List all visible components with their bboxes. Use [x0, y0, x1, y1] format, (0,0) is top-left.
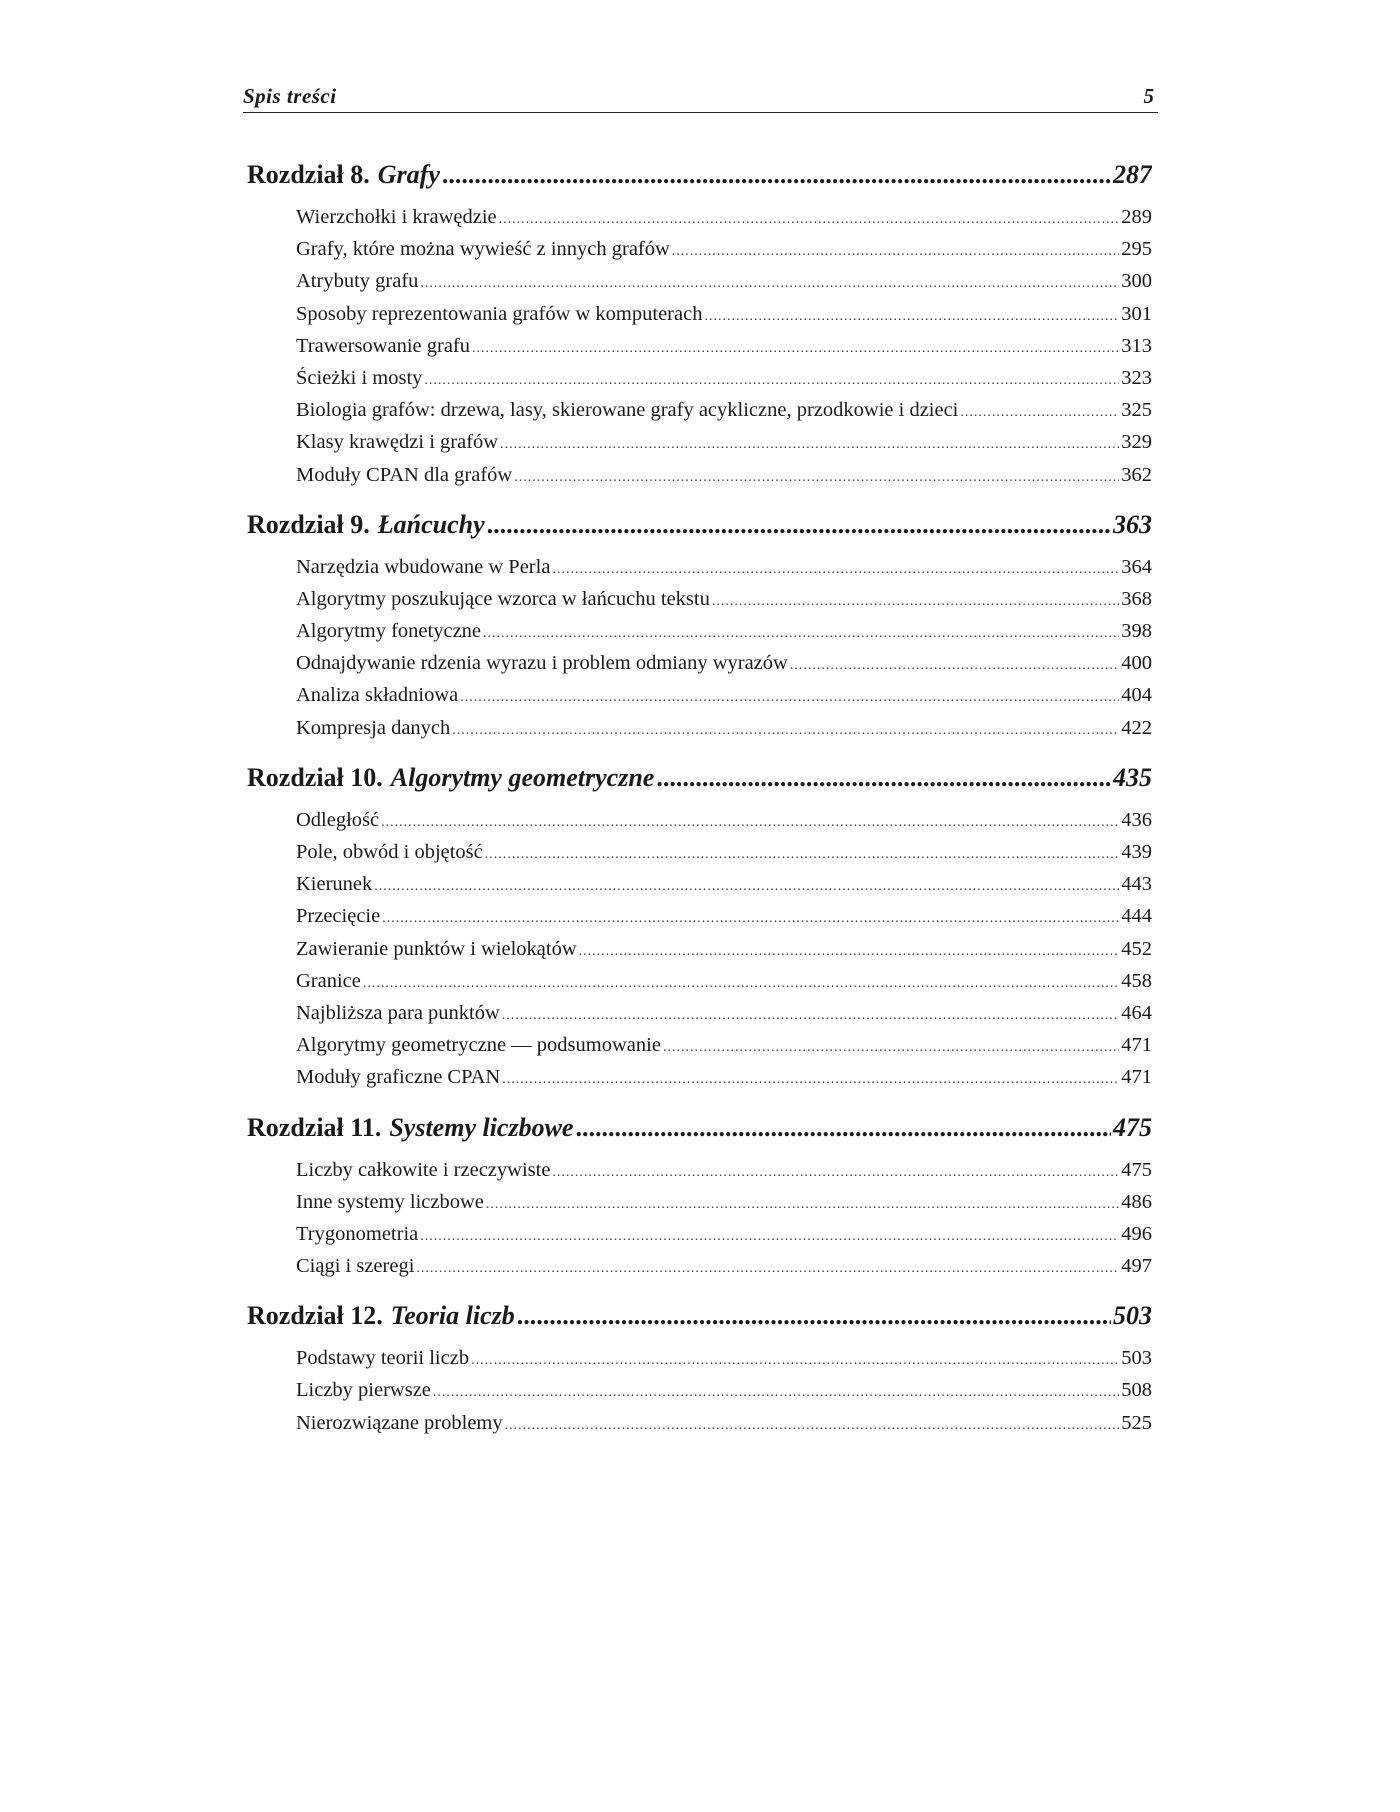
section-entry[interactable] — [296, 1002, 1152, 1034]
section-entry[interactable] — [296, 206, 1152, 238]
section-list — [247, 809, 1152, 1099]
dot-leader — [433, 1385, 1119, 1401]
section-entry[interactable] — [296, 1379, 1152, 1411]
section-title: Przecięcie — [296, 905, 381, 928]
table-of-contents — [247, 160, 1152, 1458]
section-entry[interactable] — [296, 684, 1152, 716]
dot-leader — [790, 658, 1119, 674]
section-entry[interactable] — [296, 938, 1152, 970]
chapter-heading[interactable] — [247, 160, 1152, 206]
section-entry[interactable] — [296, 270, 1152, 302]
section-page-number: 325 — [1121, 399, 1152, 422]
section-page-number: 323 — [1121, 366, 1152, 389]
section-entry[interactable] — [296, 1255, 1152, 1287]
chapter-page-number: 503 — [1113, 1301, 1152, 1331]
section-title: Biologia grafów: drzewa, lasy, skierowane grafy acykliczne, przodkowie i dzieci — [296, 399, 959, 422]
section-title: Moduły graficzne CPAN — [296, 1066, 501, 1089]
dot-leader — [472, 341, 1119, 357]
section-page-number: 301 — [1121, 302, 1152, 325]
section-title: Wierzchołki i krawędzie — [296, 206, 497, 228]
dot-leader — [486, 1197, 1119, 1213]
dot-leader — [420, 1229, 1119, 1245]
section-page-number: 464 — [1121, 1001, 1152, 1024]
section-page-number: 452 — [1121, 937, 1152, 960]
section-entry[interactable] — [296, 1412, 1152, 1444]
section-page-number: 368 — [1121, 587, 1152, 610]
section-page-number: 475 — [1121, 1158, 1152, 1181]
chapter-label: Rozdział 12. — [247, 1301, 383, 1331]
section-list — [247, 1347, 1152, 1444]
chapter-heading[interactable] — [247, 1301, 1152, 1347]
section-title: Analiza składniowa — [296, 684, 459, 707]
dot-leader — [381, 815, 1119, 831]
dot-leader — [416, 1261, 1119, 1277]
dot-leader — [374, 879, 1119, 895]
dot-leader — [420, 276, 1119, 292]
section-list — [247, 1159, 1152, 1288]
section-title: Zawieranie punktów i wielokątów — [296, 937, 577, 960]
section-entry[interactable] — [296, 1223, 1152, 1255]
dot-leader — [663, 1040, 1119, 1056]
dot-leader — [505, 1418, 1120, 1434]
section-page-number: 496 — [1121, 1222, 1152, 1245]
section-title: Najbliższa para punktów — [296, 1001, 500, 1024]
section-entry[interactable] — [296, 556, 1152, 588]
dot-leader — [502, 1072, 1119, 1088]
section-title: Odnajdywanie rdzenia wyrazu i problem odmiany wyrazów — [296, 652, 788, 675]
section-entry[interactable] — [296, 970, 1152, 1002]
section-list — [247, 556, 1152, 749]
chapter-title: Teoria liczb — [390, 1301, 515, 1331]
dot-leader — [460, 690, 1119, 706]
dot-leader — [442, 160, 1111, 190]
dot-leader — [712, 594, 1119, 610]
section-list — [247, 206, 1152, 496]
section-entry[interactable] — [296, 620, 1152, 652]
chapter-heading[interactable] — [247, 1113, 1152, 1159]
section-title: Narzędzia wbudowane w Perla — [296, 555, 551, 578]
section-entry[interactable] — [296, 717, 1152, 749]
section-entry[interactable] — [296, 1347, 1152, 1379]
section-page-number: 508 — [1121, 1379, 1152, 1402]
section-title: Ścieżki i mosty — [296, 366, 423, 389]
section-entry[interactable] — [296, 905, 1152, 937]
section-title: Liczby całkowite i rzeczywiste — [296, 1158, 551, 1181]
chapter-title: Algorytmy geometryczne — [390, 762, 655, 792]
dot-leader — [485, 847, 1119, 863]
dot-leader — [656, 763, 1111, 793]
chapter-title: Łańcuchy — [377, 509, 485, 539]
section-title: Pole, obwód i objętość — [296, 841, 483, 863]
running-header — [243, 84, 1158, 113]
chapter-label: Rozdział 8. — [247, 160, 370, 189]
section-entry[interactable] — [296, 431, 1152, 463]
section-entry[interactable] — [296, 335, 1152, 367]
section-page-number: 300 — [1121, 270, 1152, 293]
chapter-title: Grafy — [377, 160, 440, 189]
section-page-number: 443 — [1121, 873, 1152, 896]
section-page-number: 404 — [1121, 684, 1152, 707]
dot-leader — [502, 1008, 1119, 1024]
chapter-page-number: 475 — [1113, 1112, 1152, 1142]
section-entry[interactable] — [296, 873, 1152, 905]
dot-leader — [499, 212, 1120, 228]
section-page-number: 439 — [1121, 841, 1152, 863]
dot-leader — [500, 437, 1119, 453]
chapter-label: Rozdział 9. — [247, 509, 370, 539]
section-title: Algorytmy geometryczne — podsumowanie — [296, 1034, 661, 1057]
section-entry[interactable] — [296, 399, 1152, 431]
section-entry[interactable] — [296, 303, 1152, 335]
section-page-number: 471 — [1121, 1066, 1152, 1089]
dot-leader — [517, 1301, 1111, 1331]
section-entry[interactable] — [296, 652, 1152, 684]
running-header-title: Spis treści — [243, 84, 337, 108]
section-title: Inne systemy liczbowe — [296, 1190, 484, 1213]
dot-leader — [363, 976, 1119, 992]
section-page-number: 444 — [1121, 905, 1152, 928]
section-title: Algorytmy poszukujące wzorca w łańcuchu tekstu — [296, 587, 710, 610]
section-title: Trygonometria — [296, 1222, 419, 1245]
chapter-page-number: 363 — [1113, 509, 1152, 539]
section-page-number: 486 — [1121, 1190, 1152, 1213]
section-entry[interactable] — [296, 1191, 1152, 1223]
dot-leader — [487, 510, 1111, 540]
dot-leader — [579, 944, 1120, 960]
section-page-number: 503 — [1121, 1347, 1152, 1370]
dot-leader — [672, 244, 1119, 260]
dot-leader — [575, 1113, 1111, 1143]
chapter-10 — [247, 763, 1152, 1099]
section-title: Sposoby reprezentowania grafów w komputerach — [296, 302, 703, 325]
section-entry[interactable] — [296, 367, 1152, 399]
section-entry[interactable] — [296, 238, 1152, 270]
chapter-11 — [247, 1113, 1152, 1288]
section-title: Grafy, które można wywieść z innych grafów — [296, 238, 670, 261]
chapter-page-number: 435 — [1113, 762, 1152, 792]
section-entry[interactable] — [296, 841, 1152, 873]
section-page-number: 329 — [1121, 431, 1152, 454]
section-entry[interactable] — [296, 464, 1152, 496]
dot-leader — [382, 911, 1119, 927]
section-page-number: 458 — [1121, 969, 1152, 992]
dot-leader — [704, 309, 1119, 325]
section-entry[interactable] — [296, 1159, 1152, 1191]
section-title: Granice — [296, 969, 361, 992]
section-entry[interactable] — [296, 809, 1152, 841]
section-page-number: 525 — [1121, 1411, 1152, 1434]
dot-leader — [424, 373, 1119, 389]
section-page-number: 400 — [1121, 652, 1152, 675]
dot-leader — [452, 723, 1119, 739]
section-page-number: 362 — [1121, 463, 1152, 486]
section-entry[interactable] — [296, 588, 1152, 620]
dot-leader — [552, 1165, 1119, 1181]
section-page-number: 398 — [1121, 620, 1152, 643]
section-entry[interactable] — [296, 1034, 1152, 1066]
section-page-number: 422 — [1121, 716, 1152, 739]
section-title: Nierozwiązane problemy — [296, 1411, 503, 1434]
section-title: Liczby pierwsze — [296, 1379, 431, 1402]
dot-leader — [483, 626, 1119, 642]
chapter-heading[interactable] — [247, 510, 1152, 556]
chapter-label: Rozdział 10. — [247, 762, 383, 792]
dot-leader — [471, 1353, 1119, 1369]
running-header-page-number: 5 — [1143, 84, 1154, 108]
section-title: Trawersowanie grafu — [296, 334, 471, 357]
section-title: Moduły CPAN dla grafów — [296, 463, 513, 486]
section-page-number: 289 — [1121, 206, 1152, 228]
section-title: Kierunek — [296, 873, 373, 896]
section-entry[interactable] — [296, 1066, 1152, 1098]
dot-leader — [552, 562, 1119, 578]
chapter-page-number: 287 — [1113, 160, 1152, 189]
section-title: Ciągi i szeregi — [296, 1255, 415, 1278]
section-title: Kompresja danych — [296, 716, 451, 739]
chapter-9 — [247, 510, 1152, 749]
chapter-label: Rozdział 11. — [247, 1112, 382, 1142]
section-page-number: 436 — [1121, 808, 1152, 831]
chapter-heading[interactable] — [247, 763, 1152, 809]
section-page-number: 497 — [1121, 1255, 1152, 1278]
dot-leader — [960, 405, 1119, 421]
chapter-12 — [247, 1301, 1152, 1444]
section-page-number: 295 — [1121, 238, 1152, 261]
section-title: Atrybuty grafu — [296, 270, 419, 293]
chapter-title: Systemy liczbowe — [389, 1112, 574, 1142]
section-page-number: 364 — [1121, 555, 1152, 578]
section-title: Odległość — [296, 808, 380, 831]
section-title: Klasy krawędzi i grafów — [296, 431, 499, 454]
section-page-number: 313 — [1121, 334, 1152, 357]
dot-leader — [514, 470, 1119, 486]
chapter-8 — [247, 160, 1152, 496]
section-title: Podstawy teorii liczb — [296, 1347, 470, 1370]
section-page-number: 471 — [1121, 1034, 1152, 1057]
section-title: Algorytmy fonetyczne — [296, 620, 482, 643]
